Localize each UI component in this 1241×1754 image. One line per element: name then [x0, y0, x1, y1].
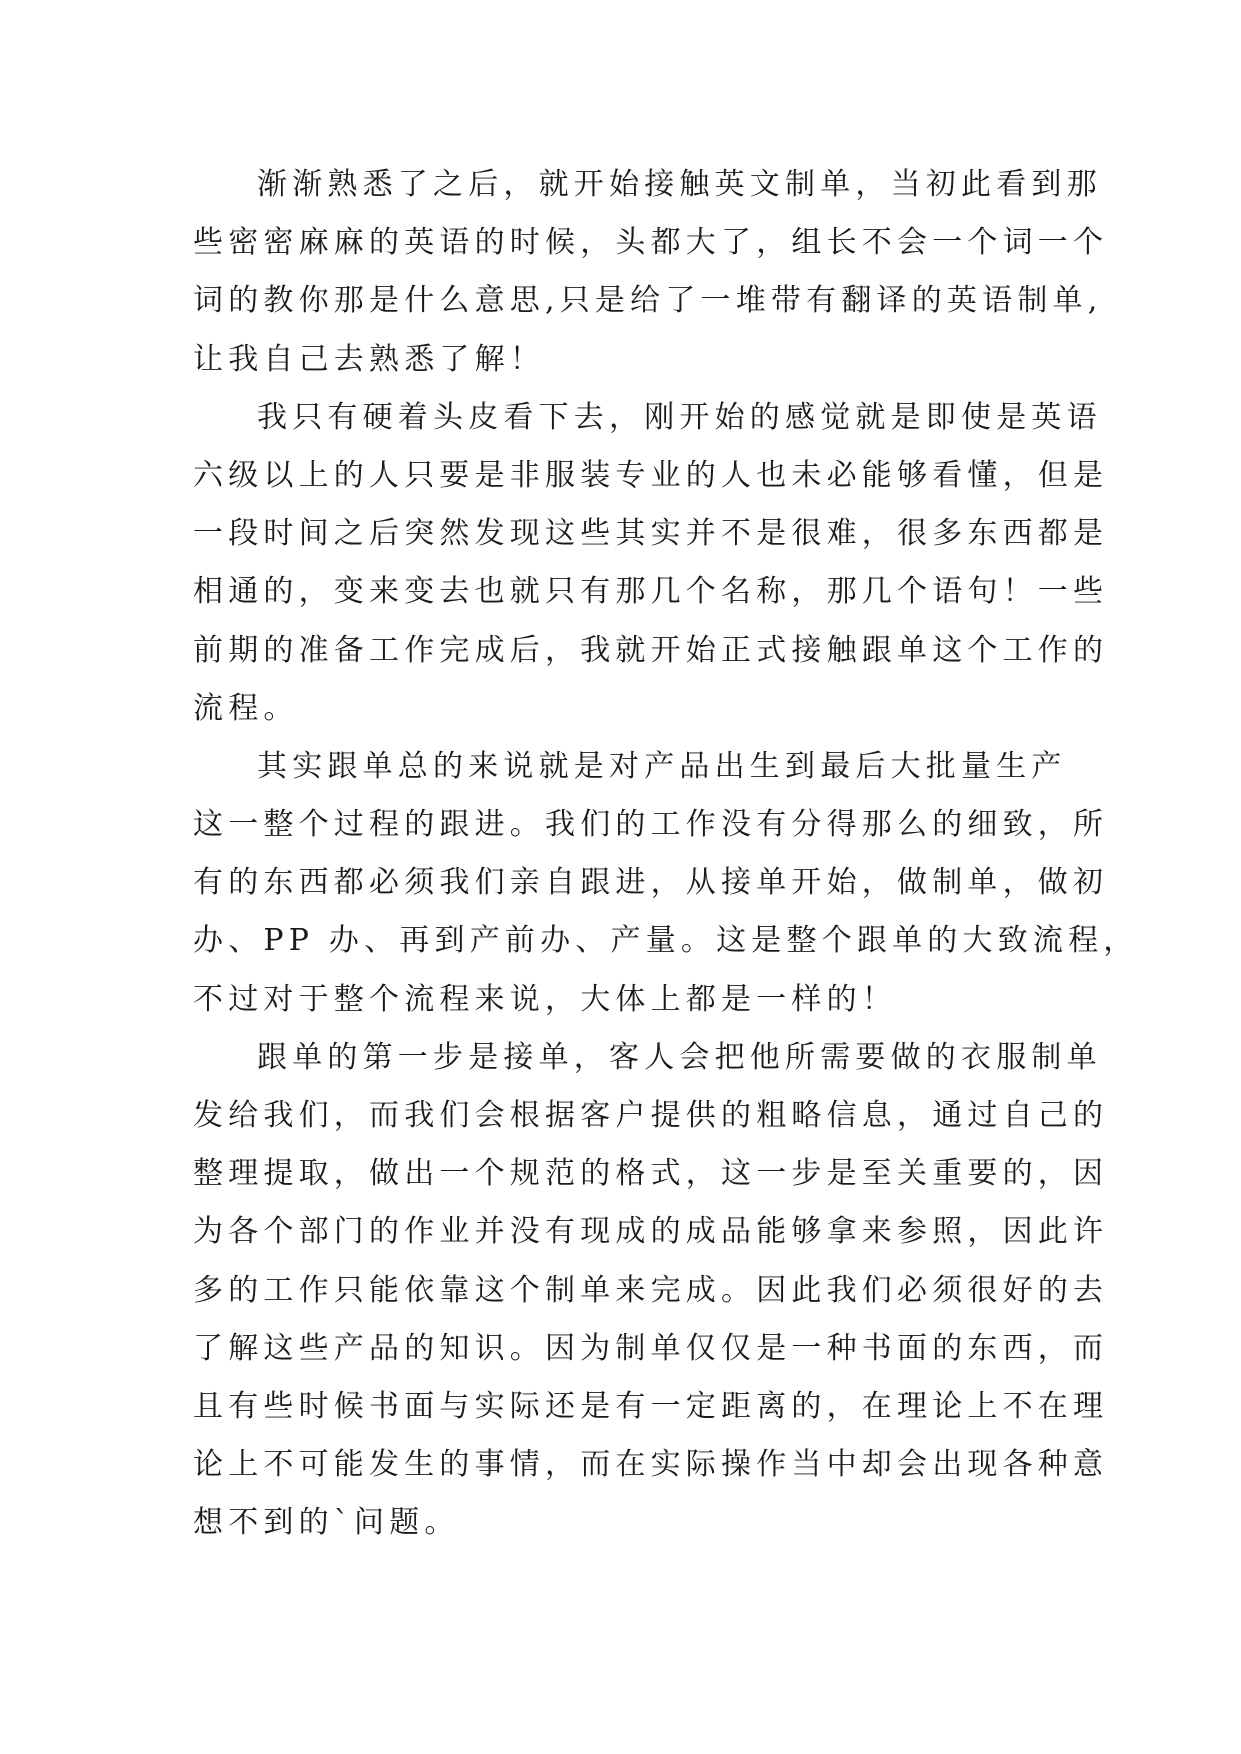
text-line: 论上不可能发生的事情，而在实际操作当中却会出现各种意: [193, 1447, 1109, 1483]
text-line: 多的工作只能依靠这个制单来完成。因此我们必须很好的去: [193, 1272, 1109, 1308]
paragraph-3: [193, 738, 1139, 1029]
text-line: 办、PP 办、再到产前办、产量。这是整个跟单的大致流程，: [193, 923, 1139, 959]
text-line: 这一整个过程的跟进。我们的工作没有分得那么的细致，所: [193, 807, 1109, 843]
text-line: 整理提取，做出一个规范的格式，这一步是至关重要的，因: [193, 1156, 1109, 1192]
text-line: 有的东西都必须我们亲自跟进，从接单开始，做制单，做初: [193, 865, 1109, 901]
paragraph-2: [193, 389, 1109, 738]
paragraph-4: [193, 1029, 1109, 1553]
text-line: 其实跟单总的来说就是对产品出生到最后大批量生产: [257, 748, 1067, 784]
text-line: 相通的，变来变去也就只有那几个名称，那几个语句！一些: [193, 574, 1109, 610]
text-line: 我只有硬着头皮看下去，刚开始的感觉就是即使是英语: [257, 399, 1102, 435]
text-line: 了解这些产品的知识。因为制单仅仅是一种书面的东西，而: [193, 1330, 1109, 1366]
text-line: 流程。: [193, 690, 299, 726]
text-line: 些密密麻麻的英语的时候，头都大了，组长不会一个词一个: [193, 225, 1109, 261]
document-body: [193, 156, 1139, 1553]
text-line: 渐渐熟悉了之后，就开始接触英文制单，当初此看到那: [257, 167, 1102, 202]
text-line: 让我自己去熟悉了解！: [193, 341, 545, 377]
paragraph-1: [193, 156, 1109, 389]
text-line: 词的教你那是什么意思,只是给了一堆带有翻译的英语制单,: [193, 283, 1103, 319]
text-line: 不过对于整个流程来说，大体上都是一样的！: [193, 981, 897, 1017]
text-line: 且有些时候书面与实际还是有一定距离的，在理论上不在理: [193, 1388, 1109, 1424]
text-line: 跟单的第一步是接单，客人会把他所需要做的衣服制单: [257, 1039, 1102, 1075]
text-line: 想不到的`问题。: [193, 1505, 460, 1541]
text-line: 发给我们，而我们会根据客户提供的粗略信息，通过自己的: [193, 1098, 1109, 1133]
text-line: 六级以上的人只要是非服装专业的人也未必能够看懂，但是: [193, 457, 1109, 493]
text-line: 一段时间之后突然发现这些其实并不是很难，很多东西都是: [193, 516, 1109, 552]
text-line: 为各个部门的作业并没有现成的成品能够拿来参照，因此许: [193, 1214, 1109, 1250]
text-line: 前期的准备工作完成后，我就开始正式接触跟单这个工作的: [193, 632, 1109, 668]
